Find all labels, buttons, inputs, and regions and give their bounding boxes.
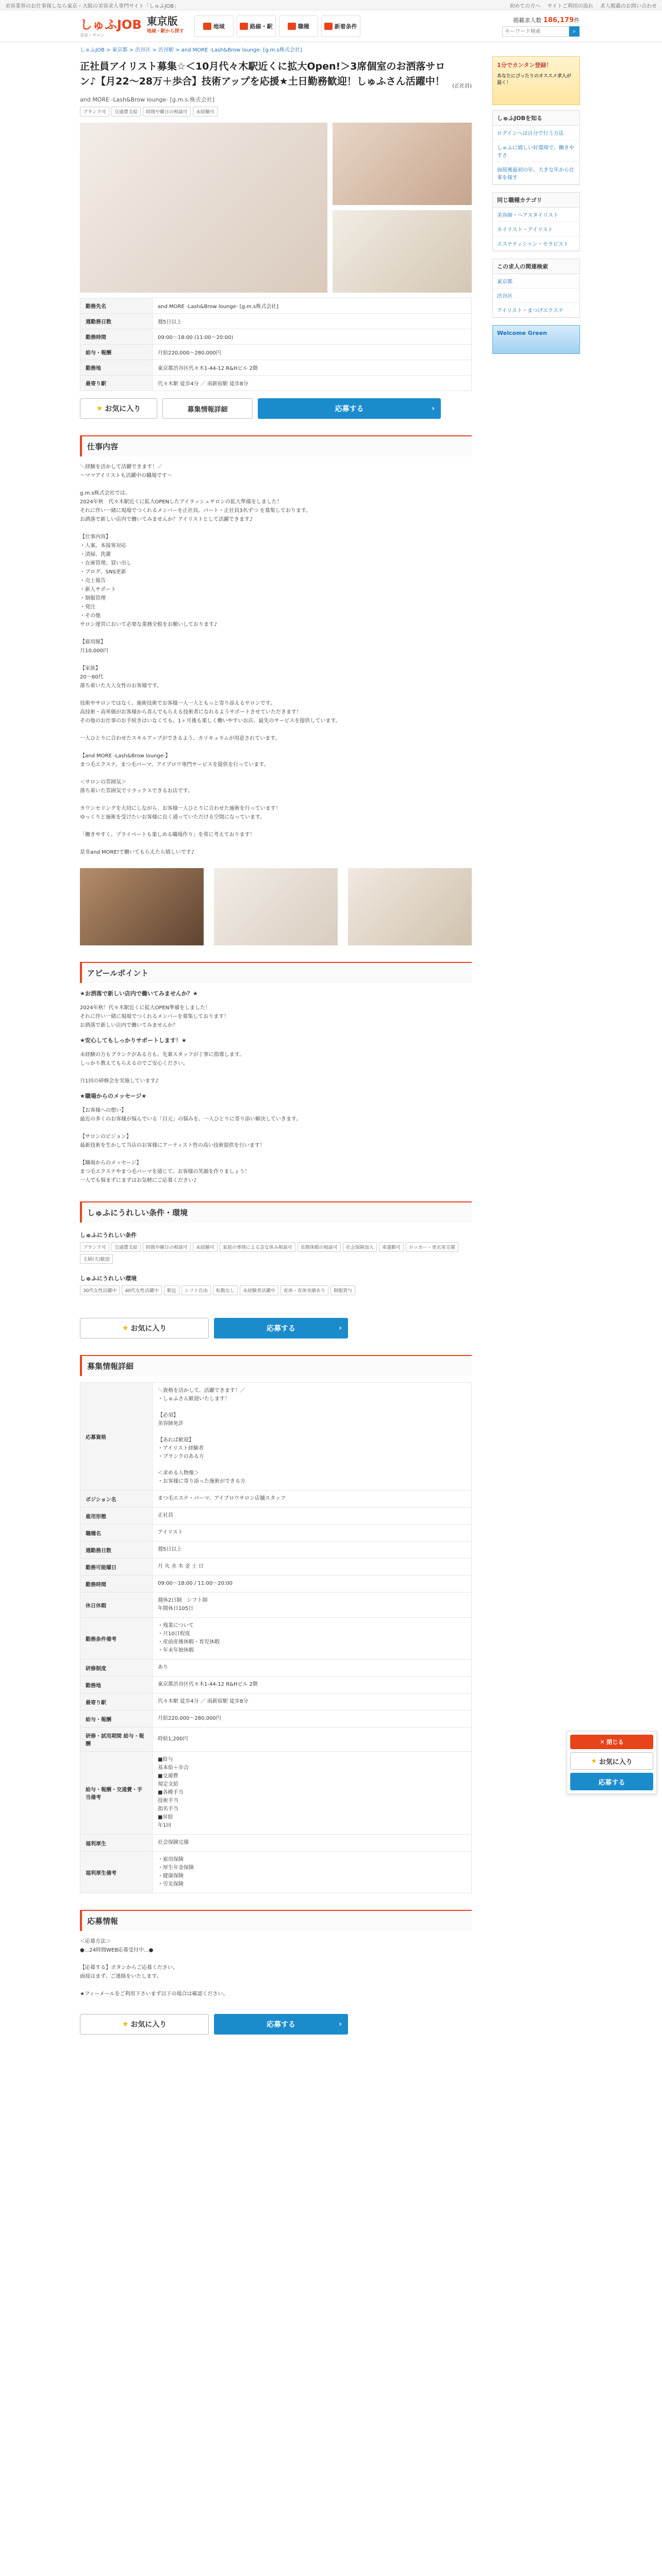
environment-tag: シフト自由 [181, 1285, 211, 1295]
search-icon[interactable]: ⌕ [569, 26, 580, 37]
summary-value: 週5日以上 [153, 314, 472, 329]
summary-value: 月給220,000〜280,000円 [153, 345, 472, 360]
job-title: 正社員アイリスト募集☆＜10月代々木駅近くに拡大Open!＞3席個室のお洒落サロン♪【月22〜28万＋歩合】技術アップを応援★土日勤務歓迎！しゅふさん活躍中！ [80, 61, 445, 87]
map-pin-icon [203, 23, 211, 30]
detail-row [80, 1710, 472, 1727]
site-logo[interactable]: しゅふJOB 美容・サロン [80, 18, 142, 38]
section-benefits: しゅふにうれしい条件・環境 [80, 1201, 472, 1223]
appeal-points [80, 989, 472, 1185]
nav-new-button[interactable]: 新着条件 [321, 15, 360, 37]
detail-label: 給与・報酬 [80, 1710, 153, 1727]
summary-row [80, 298, 472, 314]
detail-row [80, 1659, 472, 1676]
detail-value: 時給1,200円 [153, 1727, 472, 1752]
benefit-tag: 社会保険加入 [343, 1242, 377, 1252]
summary-label: 週勤務日数 [80, 314, 153, 329]
favorite-button[interactable]: ★ お気に入り [80, 398, 157, 419]
benefit-tag: 時間や曜日の相談可 [143, 1242, 191, 1252]
related-search-link[interactable]: 渋谷区 [493, 289, 580, 303]
detail-label: 勤務可能曜日 [80, 1558, 153, 1575]
chevron-right-icon: › [339, 1324, 342, 1332]
detail-row [80, 1835, 472, 1852]
detail-value: まつ毛エステ・パーマ、アイブロウサロン店舗スタッフ [153, 1490, 472, 1507]
photo-gallery [80, 123, 472, 293]
detail-row [80, 1490, 472, 1507]
guide-box [492, 110, 580, 185]
register-banner[interactable]: 1分でカンタン登録！ あなたにぴったりのオススメ求人が届く！ [492, 56, 580, 105]
section-work: 仕事内容 [80, 435, 472, 456]
summary-row [80, 345, 472, 360]
nav-station-button[interactable]: 路線・駅 [237, 15, 276, 37]
appeal-text: 2024年秋！代々木駅近くに拡大OPEN準備をしました！ それに伴い一緒に現場でつくれるメンバーを募集しております！ お洒落で新しい店内で働いてみませんか？ [80, 1005, 229, 1028]
detail-label: 勤務条件備考 [80, 1618, 153, 1659]
related-category-link[interactable]: 美容師・ヘアスタイリスト [493, 208, 580, 222]
nav-category-button[interactable]: 職種 [279, 15, 318, 37]
summary-row [80, 329, 472, 345]
detail-label: ポジション名 [80, 1490, 153, 1507]
keyword-search-input[interactable] [502, 26, 569, 37]
briefcase-icon [288, 23, 296, 30]
summary-value: and MORE -Lash&Brow lounge- [g.m.s株式会社] [153, 298, 472, 314]
summary-row [80, 314, 472, 329]
detail-value: ・雇用保険 ・厚生年金保険 ・健康保険 ・労災保険 [153, 1852, 472, 1893]
section-contact: 応募情報 [80, 1910, 472, 1931]
action-bar-bottom [80, 2014, 472, 2035]
related-search-title: この求人の関連検索 [493, 259, 580, 274]
detail-label: 休日休暇 [80, 1592, 153, 1618]
job-main-column [80, 56, 472, 2035]
star-icon: ★ [122, 1324, 129, 1332]
detail-value: 09:00〜18:00 / 11:00〜20:00 [153, 1575, 472, 1592]
work-description: ＼経験を活かして活躍できます！／ 〜ママアイリストも活躍中の職場です〜 g.m.s株式会社では、 2024年秋 代々木駅近くに拡大OPENしたアイラッシュサロンの拡大準備をしました！ それに伴い一緒に現場でつくれるメンバーを正社員、パート・正社員3名ずつ を募集しております。 お洒落で新しい店内で働いてみませんか？アイリストとして活躍できます♪ 【仕事内容】 ・人案、本接客対応 ・清掃、洗濯 ・在庫管理、買い出し ・ブログ、SNS更新 ・売上報告 ・新人サポート ・制服管理 ・発注 ・その他 サロン運営において必要な業務全般をお願いしております♪ 【雇用額】 月10,000円 【家族】 20〜60代 落ち着いた大人女性のお客様です。 技術やサロンではなく、施術技術でお客様一人一人ともっと寄り添えるサロンです。 高技術・高単価がお客様から喜んでもらえる技術者になれるようサポートさせていただきます！ その他のお仕事のお手続きはいなくても、1ヶ月後も楽しく働いやすいお店、最先のサービスを提供しています。 一人ひとりに合わせたスキルアップができるよう、カリキュラムが用意されています。 【and MORE -Lash&Brow lounge-】 まつ毛エクステ、まつ毛パーマ、アイブロウ専門サービスを提供を行っています。 ＜サロンの雰囲気＞ 落ち着いた雰囲気でリラックスできるお店です。 カウンセリングを大切にしながら、お客様一人ひとりに合わせた施術を行っています！ ゆっくりと施術を受けたいお客様に長く通っていただける空間になっています。 「働きやすく、プライベートも楽しめる職場作り」を常に考えております！ 是非and MORE!で働いてもらえたら嬉しいです♪ [80, 464, 341, 855]
summary-value: 東京都渋谷区代々木1-44-12 R&Hビル 2階 [153, 360, 472, 376]
favorite-button-bottom[interactable]: ★ お気に入り [80, 2014, 209, 2035]
detail-label: 勤務時間 [80, 1575, 153, 1592]
detail-row [80, 1592, 472, 1618]
detail-label: 研修制度 [80, 1659, 153, 1676]
employment-badge: (正社員) [452, 83, 472, 89]
detail-value: 東京都渋谷区代々木1-44-12 R&Hビル 2階 [153, 1676, 472, 1693]
detail-value: ＼資格を活かして、活躍できます！／ ・しゅふさん歓迎いたします！ 【必須】 美容師免許 【あれば歓迎】 ・アイリスト経験者 ・ブランクのある方 ＜求める人物像＞ ・お客様に寄り添った施術ができる方 [153, 1383, 472, 1490]
summary-row [80, 376, 472, 391]
summary-value: 09:00〜18:00 (11:00〜20:00) [153, 329, 472, 345]
guide-link[interactable]: 面接後最初の年、大きな年から仕事を探す [493, 162, 580, 184]
summary-value: 代々木駅 徒歩4分 ／ 南新宿駅 徒歩8分 [153, 376, 472, 391]
benefit-tag: 交通費支給 [111, 1242, 141, 1252]
topbar-link-contact[interactable]: 求人掲載のお問い合わせ [600, 3, 657, 9]
detail-value: アイリスト [153, 1524, 472, 1541]
benefit-tag: 車通勤可 [379, 1242, 404, 1252]
job-count: 掲載求人数 186,179件 [513, 16, 580, 24]
environment-tag: 30代女性活躍中 [80, 1285, 120, 1295]
related-category-link[interactable]: ネイリスト・アイリスト [493, 222, 580, 236]
job-tag: 未経験可 [193, 107, 218, 116]
job-detail-table [80, 1382, 472, 1893]
job-details-button[interactable]: 募集情報詳細 [162, 398, 253, 419]
floating-action-panel [567, 1731, 657, 1794]
welcome-green-banner[interactable]: Welcome Green [492, 325, 580, 354]
appeal-heading: ★お洒落で新しい店内で働いてみませんか？★ [80, 990, 198, 997]
related-search-link[interactable]: 東京都 [493, 274, 580, 289]
detail-row [80, 1852, 472, 1893]
detail-row [80, 1575, 472, 1592]
related-category-link[interactable]: エステティシャン・セラピスト [493, 236, 580, 251]
photo-eye-closeup[interactable] [333, 123, 472, 205]
star-icon: ★ [122, 2020, 129, 2028]
job-tag: 交通費支給 [111, 107, 141, 116]
section-detail: 募集情報詳細 [80, 1355, 472, 1376]
main-photo-eyelash-treatment[interactable] [80, 123, 327, 293]
environment-tag: 制服貸与 [330, 1285, 355, 1295]
section-appeal: アピールポイント [80, 962, 472, 983]
detail-value: 代々木駅 徒歩4分 ／ 南新宿駅 徒歩8分 [153, 1693, 472, 1710]
detail-label: 給与・報酬・交通費・手当備考 [80, 1752, 153, 1835]
detail-row [80, 1618, 472, 1659]
related-category-box [492, 192, 580, 251]
environment-tag: 転勤なし [213, 1285, 238, 1295]
close-panel-button[interactable]: ✕ 閉じる [570, 1735, 653, 1749]
job-tag: 時間や曜日の相談可 [143, 107, 191, 116]
summary-label: 勤務地 [80, 360, 153, 376]
summary-label: 最寄り駅 [80, 376, 153, 391]
benefit-environment-tags [80, 1285, 472, 1297]
favorite-button-middle[interactable]: ★ お気に入り [80, 1318, 209, 1338]
benefit-tag: 家庭の事情による急な休み相談可 [220, 1242, 295, 1252]
star-icon: ★ [591, 1757, 597, 1765]
detail-row [80, 1383, 472, 1490]
appeal-text: 未経験の方もブランクがある方も、先輩スタッフが丁寧に指導します。 しっかり教えてもらえるのでご安心ください。 月1回の研修会を実施しています♪ [80, 1052, 244, 1084]
detail-value: 週休2日制 シフト制 年間休日105日 [153, 1592, 472, 1618]
environment-tag: 産休・育休実績あり [280, 1285, 328, 1295]
detail-label: 研修・試用期間 給与・報酬 [80, 1727, 153, 1752]
detail-value: あり [153, 1659, 472, 1676]
detail-row [80, 1727, 472, 1752]
action-bar-middle [80, 1318, 472, 1338]
contact-description: ＜応募方法＞ ●...24時間WEB応募受付中...● 【応募する】ボタンからご応募ください。 面接はまず、ご連絡をいたします。 ★フィーメールをご利用下さいまず以下の場合は確認ください。 [80, 1939, 228, 1997]
region-selector[interactable]: 東京版 地域・駅から探す [146, 15, 184, 34]
top-utility-bar [0, 0, 662, 10]
detail-row [80, 1558, 472, 1575]
appeal-heading: ★職場からのメッセージ★ [80, 1093, 147, 1099]
nav-area-button[interactable]: 地域 [194, 15, 234, 37]
float-favorite-button[interactable]: ★ お気に入り [570, 1752, 653, 1770]
detail-value: 月給220,000〜280,000円 [153, 1710, 472, 1727]
detail-label: 勤務地 [80, 1676, 153, 1693]
benefit-tag: 長期休暇の相談可 [297, 1242, 341, 1252]
detail-value: ■給与 基本給＋歩合 ■交通費 規定支給 ■各種手当 技術手当 指名手当 ■昇給 年1回 [153, 1752, 472, 1835]
benefit-tag: ロッカー・更衣室完備 [406, 1242, 458, 1252]
guide-title: しゅふJOBを知る [493, 111, 580, 126]
detail-row [80, 1676, 472, 1693]
star-icon: ★ [96, 404, 103, 413]
apply-button-bottom[interactable]: 応募する › [214, 2014, 348, 2035]
summary-label: 給与・報酬 [80, 345, 153, 360]
chevron-right-icon: › [339, 2020, 342, 2028]
related-search-link[interactable]: アイリスト・まつげエクステ [493, 303, 580, 317]
topbar-link-flow[interactable]: サイトご利用の流れ [547, 3, 593, 9]
benefit-environment-heading: しゅふにうれしい環境 [80, 1275, 137, 1282]
site-tagline: 美容業界のお仕事探しなら東京・大阪の美容求人専門サイト「しゅふJOB」 [5, 3, 179, 9]
summary-row [80, 360, 472, 376]
benefit-condition-tags [80, 1242, 472, 1266]
benefit-tag: ブランク可 [80, 1242, 109, 1252]
detail-value: 社会保険完備 [153, 1835, 472, 1852]
topbar-link-guide[interactable]: 初めての方へ [509, 3, 541, 9]
job-summary-table [80, 298, 472, 391]
related-category-title: 同じ職種カテゴリ [493, 193, 580, 208]
appeal-text: 【お客様への想い】 最近の多くのお客様が悩んでいる「目元」の悩みを、一人ひとりに寄り添い解決していきます。 【サロンのビジョン】 最新技術を生かして当店のお客様にアーティスト性の高い技術提供を行います！ 【職場からのメッセージ】 まつ毛エクステやまつ毛パーマを通じて、お客様の笑顔を作りましょう！ 一人でも悩まずにまずはお気軽にご応募ください♪ [80, 1108, 302, 1183]
related-search-box [492, 259, 580, 318]
work-photos [80, 868, 472, 945]
summary-label: 勤務先名 [80, 298, 153, 314]
detail-label: 雇用形態 [80, 1507, 153, 1524]
detail-value: 週5日以上 [153, 1541, 472, 1558]
benefit-conditions-heading: しゅふにうれしい条件 [80, 1232, 137, 1239]
action-bar-top [80, 398, 472, 419]
benefit-tag: 主婦(夫)歓迎 [80, 1254, 113, 1264]
detail-label: 福利厚生備考 [80, 1852, 153, 1893]
detail-value: 正社員 [153, 1507, 472, 1524]
photo-salon-room[interactable] [333, 210, 472, 293]
new-icon [324, 23, 333, 30]
apply-button[interactable]: 応募する › [258, 398, 441, 419]
job-tags [80, 107, 472, 118]
detail-label: 最寄り駅 [80, 1693, 153, 1710]
train-icon [240, 23, 248, 30]
detail-row [80, 1524, 472, 1541]
environment-tag: 未経験者活躍中 [240, 1285, 278, 1295]
guide-link[interactable]: ログインへは自分で行う方法 [493, 126, 580, 140]
apply-button-middle[interactable]: 応募する › [214, 1318, 348, 1338]
detail-row [80, 1752, 472, 1835]
summary-label: 勤務時間 [80, 329, 153, 345]
detail-row [80, 1693, 472, 1710]
site-header [0, 10, 662, 42]
photo-interior-1[interactable] [214, 868, 338, 945]
detail-value: ・残業について ・月10日程度 ・産前産後休暇・育児休暇 ・年末年始休暇 [153, 1618, 472, 1659]
float-apply-button[interactable]: 応募する [570, 1773, 653, 1790]
company-name: and MORE -Lash&Brow lounge- [g.m.s.株式会社] [80, 96, 215, 103]
detail-row [80, 1507, 472, 1524]
guide-link[interactable]: しゅふに嬉しい好環境で、働きやすさ [493, 140, 580, 162]
detail-row [80, 1541, 472, 1558]
benefit-tag: 未経験可 [193, 1242, 218, 1252]
environment-tag: 駅近 [164, 1285, 179, 1295]
detail-label: 週勤務日数 [80, 1541, 153, 1558]
detail-label: 福利厚生 [80, 1835, 153, 1852]
environment-tag: 40代女性活躍中 [122, 1285, 161, 1295]
photo-interior-2[interactable] [348, 868, 472, 945]
detail-label: 応募資格 [80, 1383, 153, 1490]
appeal-heading: ★安心してもしっかりサポートします！★ [80, 1037, 187, 1044]
breadcrumb[interactable]: しゅふJOB > 東京都 > 渋谷区 > 渋谷駅 > and MORE -Lash&Brow lounge- [g.m.s株式会社] [80, 47, 302, 53]
job-tag: ブランク可 [80, 107, 109, 116]
detail-label: 職種名 [80, 1524, 153, 1541]
photo-staff-group[interactable] [80, 868, 204, 945]
detail-value: 月 火 水 木 金 土 日 [153, 1558, 472, 1575]
chevron-right-icon: › [432, 404, 435, 413]
